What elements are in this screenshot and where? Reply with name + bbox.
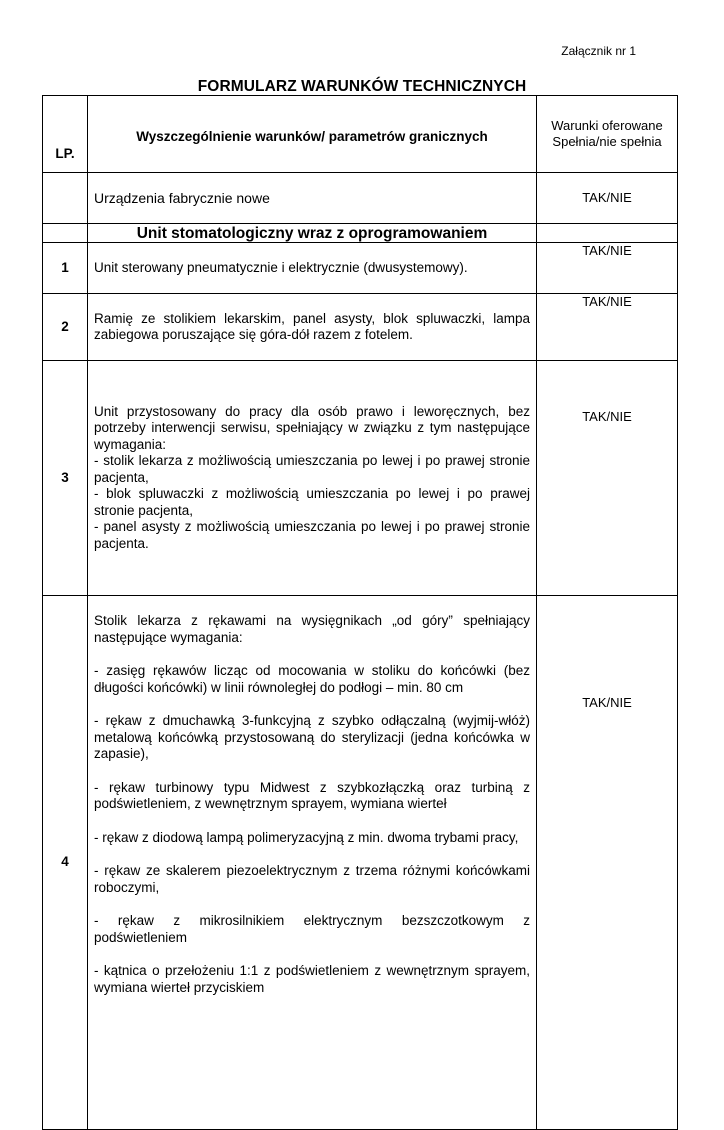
- table-row: [43, 361, 678, 596]
- column-header-conditions-line2: Spełnia/nie spełnia: [552, 134, 662, 149]
- row-paragraph: - kątnica o przełożeniu 1:1 z podświetleniem z wewnętrznym sprayem, wymiana wierteł przyciskiem: [94, 963, 530, 995]
- technical-conditions-table: [42, 95, 678, 1130]
- row-answer: TAK/NIE: [537, 361, 678, 596]
- row-paragraph: - rękaw z dmuchawką 3-funkcyjną z szybko odłączalną (wyjmij-włóż) metalową końcówką przystosowaną do sterylizacji (jedna końcówka w zapasie),: [94, 713, 530, 761]
- row-number: 1: [43, 243, 88, 294]
- row-description: [88, 596, 537, 1130]
- row-description: [88, 361, 537, 596]
- row-paragraph: - zasięg rękawów licząc od mocowania w stoliku do końcówki (bez długości końcówki) w linii równoległej do podłogi – min. 80 cm: [94, 663, 530, 695]
- row-number: 2: [43, 294, 88, 361]
- row-paragraph: Stolik lekarza z rękawami na wysięgnikach „od góry” spełniający następujące wymagania:: [94, 613, 530, 645]
- section-empty-left: [43, 224, 88, 243]
- row-paragraph: - rękaw z diodową lampą polimeryzacyjną z min. dwoma trybami pracy,: [94, 829, 519, 845]
- section-row: [43, 224, 678, 243]
- column-header-spec: Wyszczególnienie warunków/ parametrów granicznych: [88, 96, 537, 173]
- row-description: Urządzenia fabrycznie nowe: [88, 173, 537, 224]
- row-answer: TAK/NIE: [537, 173, 678, 224]
- row-number: 3: [43, 361, 88, 596]
- attachment-label: Załącznik nr 1: [561, 44, 636, 58]
- row-description-intro: Unit przystosowany do pracy dla osób prawo i leworęcznych, bez potrzeby interwencji serwisu, spełniający w związku z tym następujące wymagania:: [94, 403, 530, 452]
- row-number-empty: [43, 173, 88, 224]
- row-paragraph: - rękaw z mikrosilnikiem elektrycznym bezszczotkowym z podświetleniem: [94, 913, 530, 945]
- row-description-item: - panel asysty z możliwością umieszczania po lewej i po prawej stronie pacjenta.: [94, 519, 530, 551]
- table-row: [43, 243, 678, 294]
- column-header-conditions: [537, 96, 678, 173]
- row-answer: TAK/NIE: [537, 243, 678, 294]
- table-row: [43, 596, 678, 1130]
- row-answer: TAK/NIE: [537, 294, 678, 361]
- row-description: Unit sterowany pneumatycznie i elektrycznie (dwusystemowy).: [88, 243, 537, 294]
- column-header-conditions-line1: Warunki oferowane: [551, 118, 663, 133]
- section-title: Unit stomatologiczny wraz z oprogramowaniem: [88, 224, 537, 243]
- row-paragraph: - rękaw ze skalerem piezoelektrycznym z trzema różnymi końcówkami roboczymi,: [94, 863, 530, 895]
- page-title: FORMULARZ WARUNKÓW TECHNICZNYCH: [197, 78, 527, 95]
- column-header-lp: LP.: [43, 96, 88, 173]
- section-empty-right: [537, 224, 678, 243]
- table-header-row: [43, 96, 678, 173]
- row-description-item: - stolik lekarza z możliwością umieszczania po lewej i po prawej stronie pacjenta,: [94, 453, 530, 485]
- row-description: Ramię ze stolikiem lekarskim, panel asysty, blok spluwaczki, lampa zabiegowa poruszające się góra-dół razem z fotelem.: [88, 294, 537, 361]
- row-description-item: - blok spluwaczki z możliwością umieszczania po lewej i po prawej stronie pacjenta,: [94, 486, 530, 518]
- row-answer: TAK/NIE: [537, 596, 678, 1130]
- row-paragraph: - rękaw turbinowy typu Midwest z szybkozłączką oraz turbiną z podświetleniem, z wewnętrznym sprayem, wymiana wierteł: [94, 779, 530, 811]
- table-row: [43, 294, 678, 361]
- table-row: [43, 173, 678, 224]
- row-number: 4: [43, 596, 88, 1130]
